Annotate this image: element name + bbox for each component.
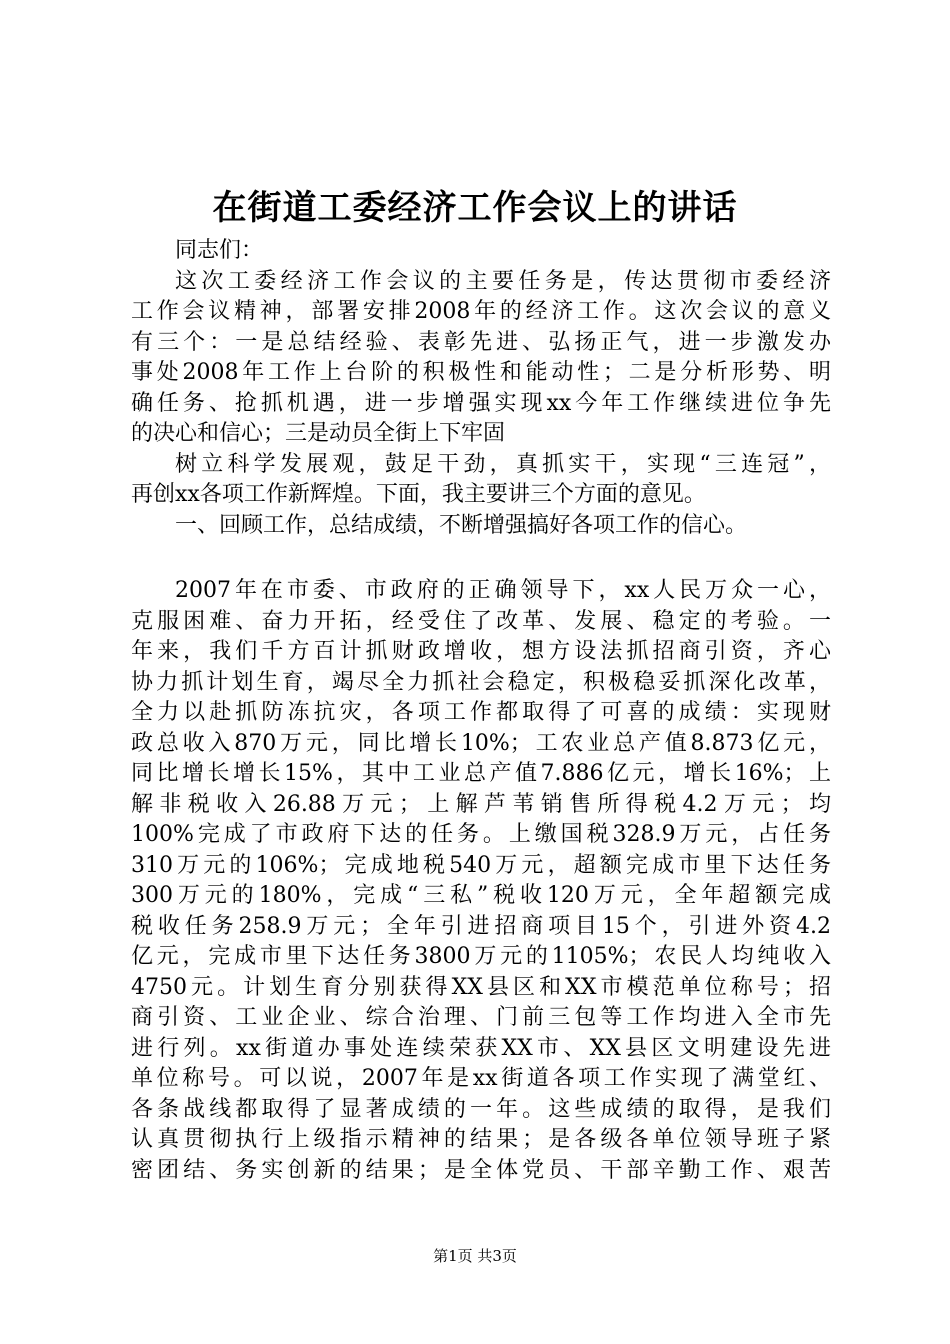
text-line: 再创xx各项工作新辉煌。下面，我主要讲三个方面的意见。 <box>131 482 706 507</box>
text-line: 亿元，完成市里下达任务3800万元的1105%；农民人均纯收入 <box>131 944 831 969</box>
text-line: 解非税收入26.88万元；上解芦苇销售所得税4.2万元；均 <box>131 791 831 817</box>
text-line: 全力以赴抓防冻抗灾，各项工作都取得了可喜的成绩：实现财 <box>131 700 831 725</box>
text-line: 100%完成了市政府下达的任务。上缴国税328.9万元，占任务 <box>131 822 831 847</box>
text-line: 有三个：一是总结经验、表彰先进、弘扬正气，进一步激发办 <box>131 329 831 355</box>
text-line: 各条战线都取得了显著成绩的一年。这些成绩的取得，是我们 <box>131 1096 831 1122</box>
section-heading-1: 一、回顾工作，总结成绩，不断增强搞好各项工作的信心。 <box>175 512 748 538</box>
text-line: 进行列。xx街道办事处连续荣获XX市、XX县区文明建设先进 <box>131 1035 831 1061</box>
text-line: 认真贯彻执行上级指示精神的结果；是各级各单位领导班子紧 <box>131 1127 831 1152</box>
text-line: 同比增长增长15%，其中工业总产值7.886亿元，增长16%；上 <box>131 761 831 786</box>
text-line: 商引资、工业企业、综合治理、门前三包等工作均进入全市先 <box>131 1005 831 1030</box>
text-line: 事处2008年工作上台阶的积极性和能动性；二是分析形势、明 <box>131 360 831 385</box>
salutation-line: 同志们： <box>175 238 264 263</box>
text-line: 密团结、务实创新的结果；是全体党员、干部辛勤工作、艰苦 <box>131 1157 831 1183</box>
document-title: 在街道工委经济工作会议上的讲话 <box>212 188 738 228</box>
text-line: 确任务、抢抓机遇，进一步增强实现xx今年工作继续进位争先 <box>131 390 831 416</box>
text-line: 税收任务258.9万元；全年引进招商项目15个，引进外资4.2 <box>131 913 831 939</box>
text-line: 300万元的180%，完成“三私”税收120万元，全年超额完成 <box>131 883 831 908</box>
text-line: 协力抓计划生育，竭尽全力抓社会稳定，积极稳妥抓深化改革， <box>131 669 831 695</box>
page-number-footer: 第1页 共3页 <box>433 1247 517 1265</box>
text-line: 单位称号。可以说，2007年是xx街道各项工作实现了满堂红、 <box>131 1066 831 1091</box>
text-line: 4750元。计划生育分别获得XX县区和XX市模范单位称号；招 <box>131 974 831 1000</box>
text-line: 年来，我们千方百计抓财政增收，想方设法抓招商引资，齐心 <box>131 639 831 664</box>
text-line: 2007年在市委、市政府的正确领导下，xx人民万众一心， <box>175 578 831 603</box>
text-line: 的决心和信心；三是动员全街上下牢固 <box>131 421 506 446</box>
text-line: 310万元的106%；完成地税540万元，超额完成市里下达任务 <box>131 852 831 878</box>
text-line: 树立科学发展观，鼓足干劲，真抓实干，实现“三连冠”， <box>175 451 831 477</box>
text-line: 克服困难、奋力开拓，经受住了改革、发展、稳定的考验。一 <box>131 608 831 634</box>
review-section <box>131 576 831 1186</box>
text-line: 这次工委经济工作会议的主要任务是，传达贯彻市委经济 <box>175 268 831 294</box>
text-line: 政总收入870万元，同比增长10%；工农业总产值8.873亿元， <box>131 730 831 756</box>
text-line: 工作会议精神，部署安排2008年的经济工作。这次会议的意义 <box>131 299 831 324</box>
intro-section <box>131 236 831 541</box>
